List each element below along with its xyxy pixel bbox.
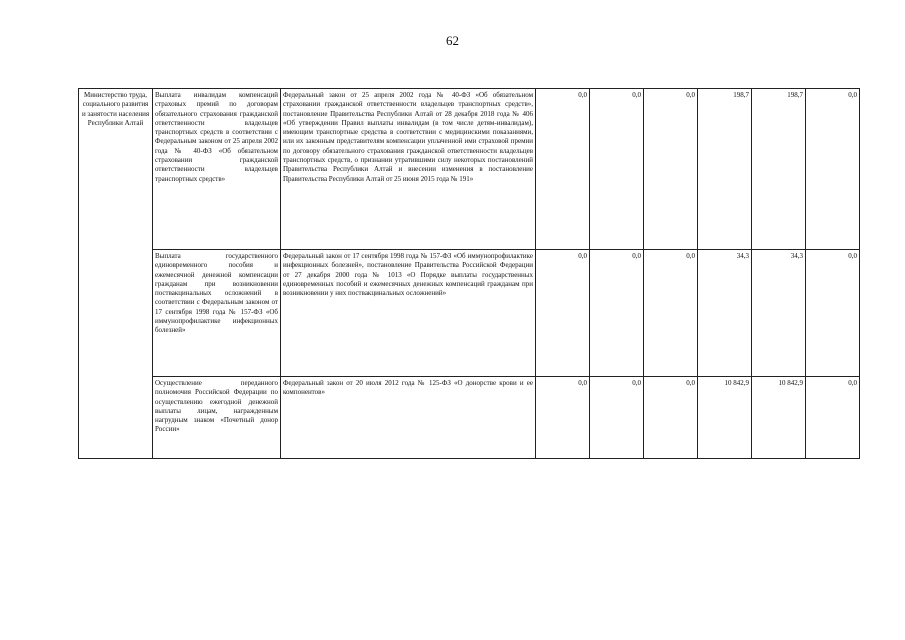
value-cell: 0,0	[536, 89, 590, 250]
value-cell: 34,3	[752, 250, 806, 377]
value-cell: 0,0	[806, 377, 860, 459]
law-cell: Федеральный закон от 20 июля 2012 года № 125-ФЗ «О донорстве крови и ее компонентов»	[281, 377, 536, 459]
description-cell: Выплата государственного единовременного пособия и ежемесячной денежной компенсации гражданам при возникновении поствакцинальных осложнений в соответствии с Федеральным законом от 17 сентября 1998 года № 157-ФЗ «Об иммунопрофилактике инфекционных болезней»	[153, 250, 281, 377]
budget-table	[78, 88, 860, 459]
value-cell: 0,0	[806, 89, 860, 250]
table-row	[79, 89, 860, 250]
table-row	[79, 250, 860, 377]
value-cell: 0,0	[644, 89, 698, 250]
value-cell: 0,0	[536, 250, 590, 377]
value-cell: 10 842,9	[752, 377, 806, 459]
table-row	[79, 377, 860, 459]
page-number: 62	[446, 33, 459, 48]
value-cell: 0,0	[590, 89, 644, 250]
value-cell: 0,0	[590, 377, 644, 459]
value-cell: 0,0	[644, 377, 698, 459]
law-cell: Федеральный закон от 25 апреля 2002 года № 40-ФЗ «Об обязательном страховании гражданской ответственности владельцев транспортных средств», постановление Правительства Республики Алтай от 28 декабря 2018 года № 406 «Об утверждении Правил выплаты инвалидам (в том числе детям-инвалидам), имеющим транспортные средства в соответствии с медицинскими показаниями, или их законным представителям компенсации уплаченной ими страховой премии по договору обязательного страхования гражданской ответственности владельцев транспортных средств, о признании утратившими силу некоторых постановлений Правительства Республики Алтай и внесении изменения в постановление Правительства Республики Алтай от 25 июня 2015 года № 191»	[281, 89, 536, 250]
value-cell: 0,0	[806, 250, 860, 377]
description-cell: Выплата инвалидам компенсаций страховых премий по договорам обязательного страхования гражданской ответственности владельцев транспортных средств в соответствии с Федеральным законом от 25 апреля 2002 года № 40-ФЗ «Об обязательном страховании гражданской ответственности владельцев транспортных средств»	[153, 89, 281, 250]
value-cell: 34,3	[698, 250, 752, 377]
value-cell: 198,7	[752, 89, 806, 250]
value-cell: 0,0	[536, 377, 590, 459]
law-cell: Федеральный закон от 17 сентября 1998 года № 157-ФЗ «Об иммунопрофилактике инфекционных болезней», постановление Правительства Российской Федерации от 27 декабря 2000 года № 1013 «О Порядке выплаты государственных единовременных пособий и ежемесячных денежных компенсаций гражданам при возникновении у них поствакцинальных осложнений»	[281, 250, 536, 377]
value-cell: 0,0	[590, 250, 644, 377]
value-cell: 198,7	[698, 89, 752, 250]
org-cell: Министерство труда, социального развития и занятости населения Республики Алтай	[79, 89, 153, 459]
value-cell: 0,0	[644, 250, 698, 377]
value-cell: 10 842,9	[698, 377, 752, 459]
description-cell: Осуществление переданного полномочия Российской Федерации по осуществлению ежегодной денежной выплаты лицам, награжденным нагрудным знаком «Почетный донор России»	[153, 377, 281, 459]
